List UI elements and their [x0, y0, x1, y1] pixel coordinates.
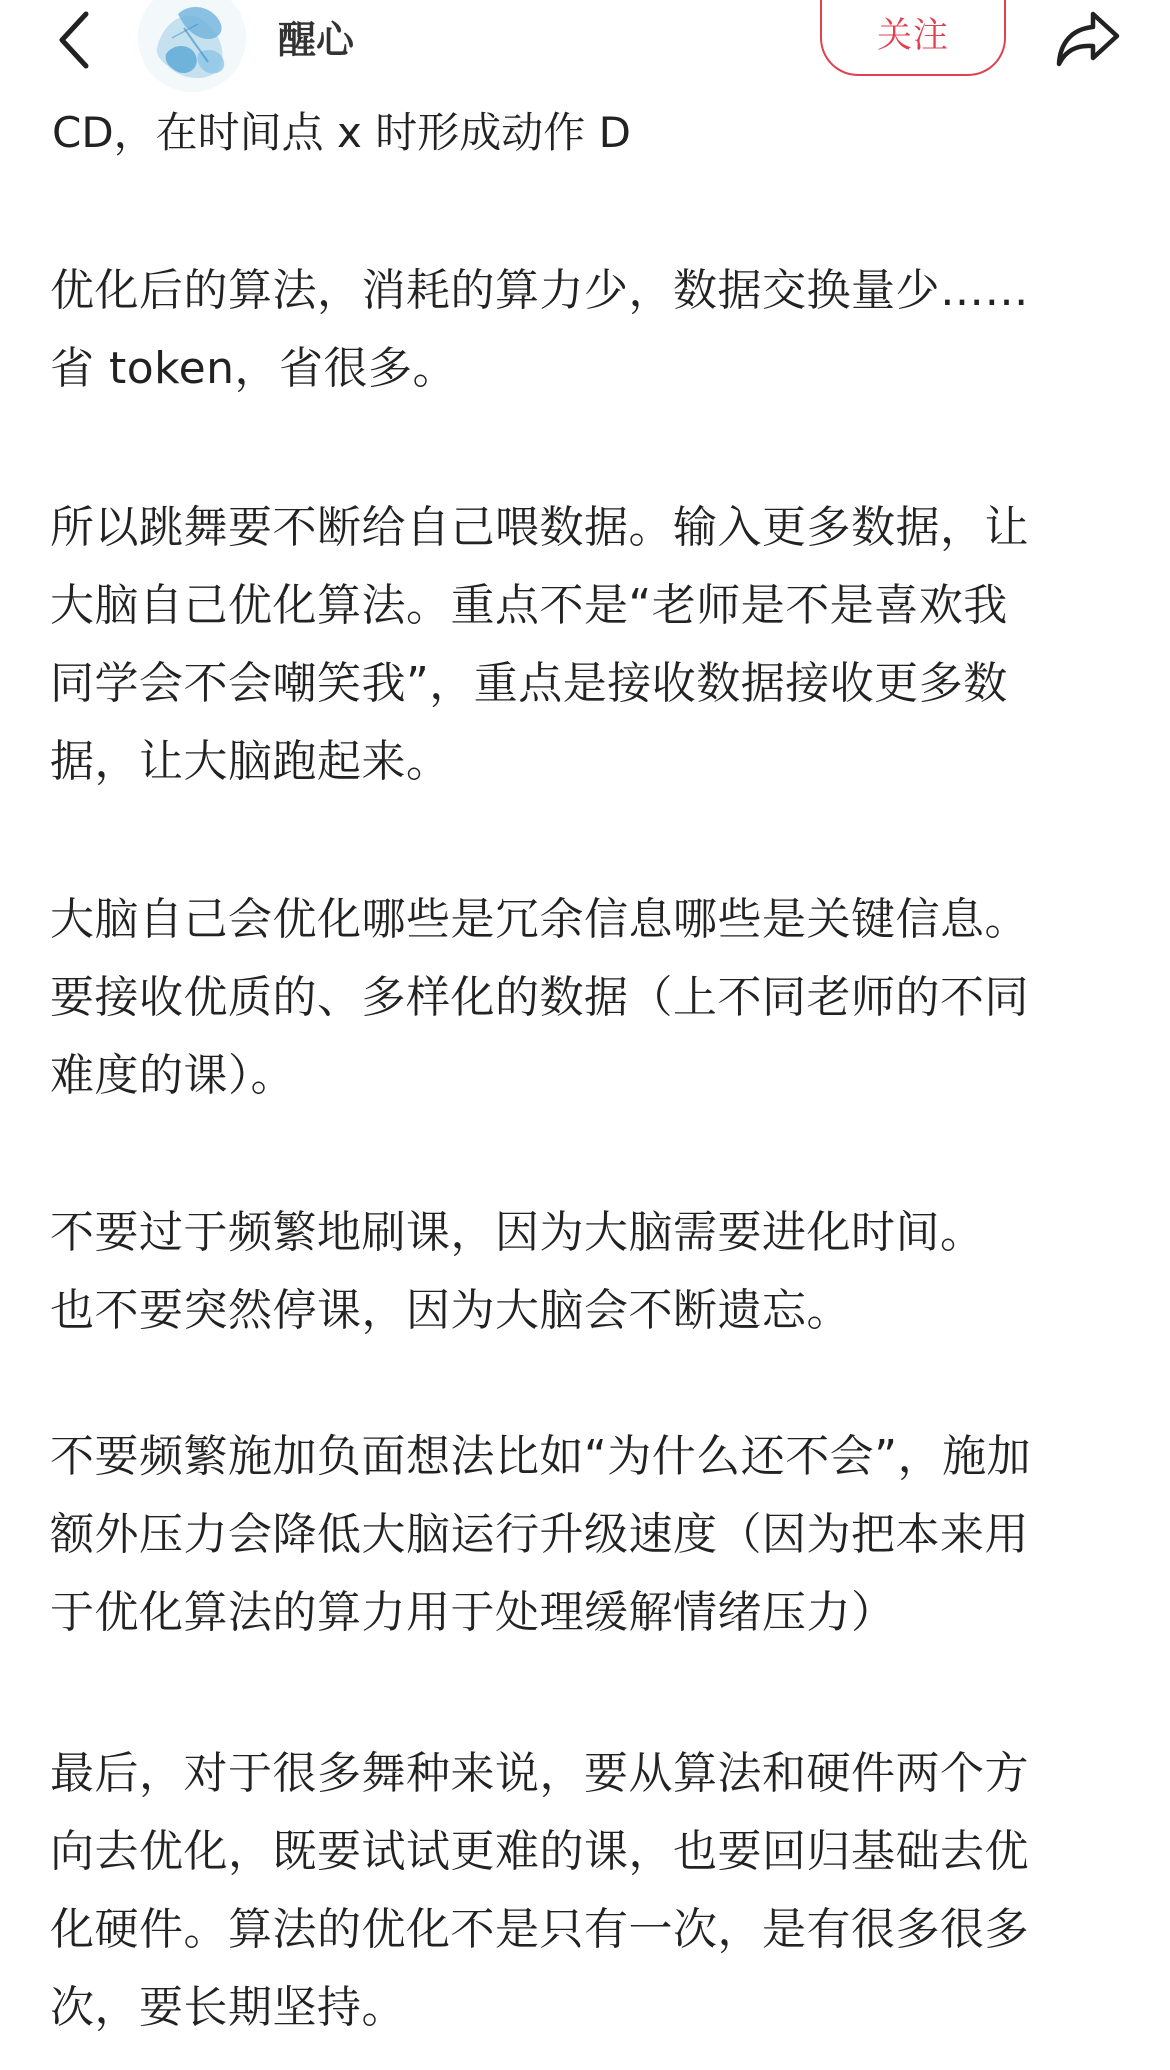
cut-off-text-line: CD，在时间点 x 时形成动作 D: [52, 108, 631, 157]
share-button[interactable]: [1048, 0, 1128, 76]
chevron-left-icon: [54, 8, 94, 72]
back-button[interactable]: [44, 4, 104, 76]
paragraph-line: 同学会不会嘲笑我”，重点是接收数据接收更多数: [50, 658, 1008, 709]
paragraph-line: 最后，对于很多舞种来说，要从算法和硬件两个方: [50, 1748, 1029, 1799]
paragraph-line: 化硬件。算法的优化不是只有一次，是有很多很多: [50, 1904, 1029, 1955]
paragraph-line: 难度的课）。: [50, 1050, 295, 1101]
paragraph-line: 次，要长期坚持。: [50, 1982, 406, 2033]
paragraph-line: 也不要突然停课，因为大脑会不断遗忘。: [50, 1285, 851, 1336]
paragraph-line: 大脑自己优化算法。重点不是“老师是不是喜欢我: [50, 580, 1008, 631]
follow-button[interactable]: [820, 0, 1006, 76]
article-paragraph-2: [50, 489, 1130, 801]
paragraph-line: 额外压力会降低大脑运行升级速度（因为把本来用: [50, 1509, 1029, 1560]
share-arrow-icon: [1053, 8, 1123, 68]
avatar-image: [138, 0, 246, 92]
article-paragraph-4: [50, 1194, 1130, 1350]
paragraph-line: 大脑自己会优化哪些是冗余信息哪些是关键信息。: [50, 894, 1029, 945]
paragraph-line: 省 token，省很多。: [50, 343, 458, 394]
avatar[interactable]: [138, 0, 246, 92]
article-paragraph-6: [50, 1735, 1130, 2047]
article-paragraph-3: [50, 881, 1130, 1115]
paragraph-line: 优化后的算法，消耗的算力少，数据交换量少……: [50, 265, 1029, 316]
article-paragraph-5: [50, 1418, 1130, 1652]
paragraph-line: 要接收优质的、多样化的数据（上不同老师的不同: [50, 972, 1029, 1023]
username[interactable]: 醒心: [278, 18, 355, 62]
paragraph-line: 不要频繁施加负面想法比如“为什么还不会”，施加: [50, 1431, 1032, 1482]
paragraph-line: 据，让大脑跑起来。: [50, 736, 451, 787]
paragraph-line: 向去优化，既要试试更难的课，也要回归基础去优: [50, 1826, 1029, 1877]
follow-button-label: 关注: [876, 16, 949, 56]
paragraph-line: 所以跳舞要不断给自己喂数据。输入更多数据，让: [50, 502, 1029, 553]
top-nav-bar: [0, 0, 1170, 100]
paragraph-line: 于优化算法的算力用于处理缓解情绪压力）: [50, 1587, 896, 1638]
paragraph-line: 不要过于频繁地刷课，因为大脑需要进化时间。: [50, 1207, 985, 1258]
article-paragraph-1: [50, 252, 1130, 408]
